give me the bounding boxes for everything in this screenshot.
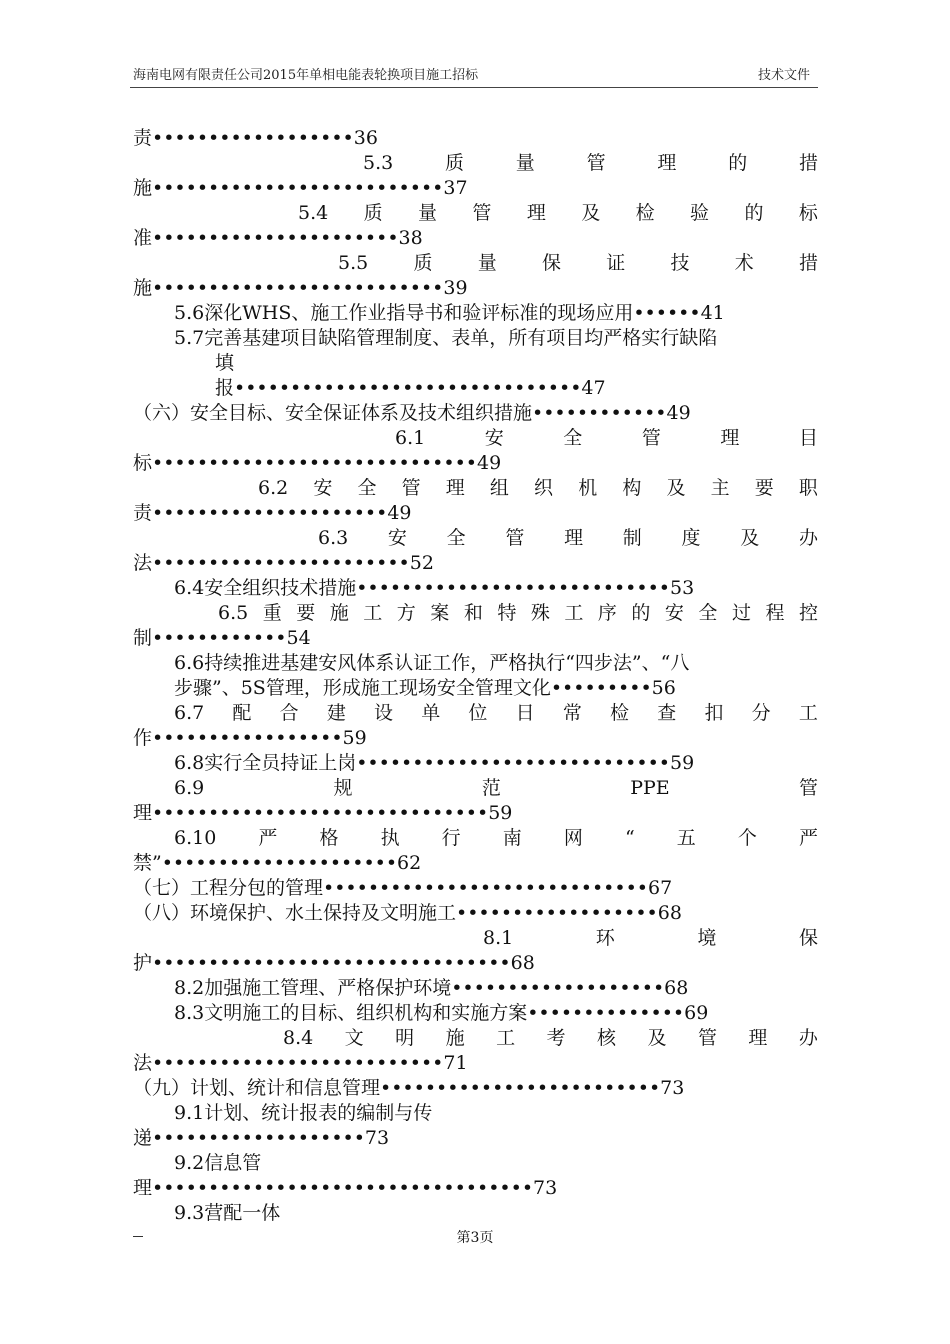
- toc-token: 6.1: [395, 427, 426, 449]
- toc-token: 理: [564, 527, 584, 549]
- toc-token: 保: [798, 927, 818, 949]
- toc-line: 8.3文明施工的目标、组织机构和实施方案••••••••••••••69: [174, 1002, 709, 1024]
- toc-line: 递•••••••••••••••••••73: [133, 1127, 390, 1149]
- toc-token: 的: [744, 202, 764, 224]
- toc-token: 目: [798, 427, 818, 449]
- toc-token: 重: [262, 602, 282, 624]
- toc-token: 设: [374, 702, 394, 724]
- toc-line: [133, 926, 818, 951]
- toc-token: 位: [468, 702, 488, 724]
- toc-token: “: [624, 827, 635, 849]
- toc-token: 建: [326, 702, 346, 724]
- footnote-mark: [133, 1236, 143, 1237]
- toc-token: 特: [497, 602, 517, 624]
- toc-token: 工: [798, 702, 818, 724]
- toc-token: 度: [681, 527, 701, 549]
- toc-token: 工: [363, 602, 383, 624]
- toc-line: [133, 1026, 818, 1051]
- toc-token: 管: [586, 152, 606, 174]
- toc-token: 质: [445, 152, 465, 174]
- toc-token: 网: [563, 827, 583, 849]
- toc-line: 步骤”、5S管理，形成施工现场安全管理文化•••••••••56: [174, 677, 676, 699]
- toc-token: 质: [363, 202, 383, 224]
- header-title: 海南电网有限责任公司2015年单相电能表轮换项目施工招标: [133, 68, 479, 83]
- toc-token: 工: [564, 602, 584, 624]
- toc-line: 施••••••••••••••••••••••••••37: [133, 177, 468, 199]
- toc-line: 6.6持续推进基建安风体系认证工作，严格执行“四步法”、“八: [174, 652, 690, 674]
- toc-token: 明: [395, 1027, 415, 1049]
- toc-token: 机: [578, 477, 598, 499]
- toc-line: 责••••••••••••••••••36: [133, 127, 378, 149]
- toc-line: [133, 476, 818, 501]
- toc-token: 管: [641, 427, 661, 449]
- toc-token: 办: [798, 527, 818, 549]
- toc-line: 法••••••••••••••••••••••••••71: [133, 1052, 468, 1074]
- toc-token: 的: [728, 152, 748, 174]
- toc-line: 报•••••••••••••••••••••••••••••••47: [215, 377, 606, 399]
- toc-token: 安: [387, 527, 407, 549]
- toc-token: 施: [329, 602, 349, 624]
- toc-token: 6.9: [174, 777, 205, 799]
- toc-line: [133, 251, 818, 276]
- toc-line: 8.2加强施工管理、严格保护环境•••••••••••••••••••68: [174, 977, 689, 999]
- toc-token: 管: [798, 777, 818, 799]
- toc-line: [133, 426, 818, 451]
- toc-token: 8.4: [283, 1027, 314, 1049]
- toc-token: 及: [666, 477, 686, 499]
- toc-token: 考: [546, 1027, 566, 1049]
- toc-token: 及: [647, 1027, 667, 1049]
- toc-line: 理••••••••••••••••••••••••••••••59: [133, 802, 513, 824]
- toc-token: 范: [481, 777, 501, 799]
- toc-token: 管: [472, 202, 492, 224]
- toc-line: 作•••••••••••••••••59: [133, 727, 367, 749]
- toc-token: 6.2: [258, 477, 289, 499]
- toc-line: 9.3营配一体: [174, 1202, 281, 1224]
- toc-token: 8.1: [483, 927, 514, 949]
- toc-token: 管: [505, 527, 525, 549]
- toc-token: 6.3: [318, 527, 349, 549]
- toc-line: 准••••••••••••••••••••••38: [133, 227, 423, 249]
- toc-token: 标: [798, 202, 818, 224]
- toc-token: 施: [445, 1027, 465, 1049]
- toc-token: 要: [296, 602, 316, 624]
- toc-line: [133, 601, 818, 626]
- toc-token: 措: [798, 252, 818, 274]
- toc-token: 安: [664, 602, 684, 624]
- toc-token: 扣: [704, 702, 724, 724]
- toc-token: 控: [798, 602, 818, 624]
- toc-line: [133, 826, 818, 851]
- toc-token: 检: [610, 702, 630, 724]
- toc-token: 理: [526, 202, 546, 224]
- toc-line: 9.2信息管: [174, 1152, 262, 1174]
- toc-token: 分: [751, 702, 771, 724]
- toc-line: 5.7完善基建项目缺陷管理制度、表单，所有项目均严格实行缺陷: [174, 327, 718, 349]
- toc-line: [133, 151, 818, 176]
- toc-token: 证: [606, 252, 626, 274]
- toc-token: 南: [502, 827, 522, 849]
- toc-token: 严: [258, 827, 278, 849]
- toc-token: 格: [319, 827, 339, 849]
- toc-line: 制••••••••••••54: [133, 627, 311, 649]
- toc-line: （八）环境保护、水土保持及文明施工••••••••••••••••••68: [133, 902, 682, 924]
- toc-token: 工: [496, 1027, 516, 1049]
- toc-token: 日: [515, 702, 535, 724]
- toc-token: 构: [622, 477, 642, 499]
- toc-token: 理: [445, 477, 465, 499]
- toc-token: 理: [720, 427, 740, 449]
- toc-line: 护••••••••••••••••••••••••••••••••68: [133, 952, 535, 974]
- toc-token: 理: [657, 152, 677, 174]
- toc-token: 方: [396, 602, 416, 624]
- toc-token: 理: [748, 1027, 768, 1049]
- toc-token: 核: [597, 1027, 617, 1049]
- toc-line: （六）安全目标、安全保证体系及技术组织措施••••••••••••49: [133, 402, 691, 424]
- toc-token: 常: [562, 702, 582, 724]
- toc-token: 安: [313, 477, 333, 499]
- toc-line: [133, 776, 818, 801]
- toc-token: 6.10: [174, 827, 217, 849]
- toc-token: 检: [635, 202, 655, 224]
- toc-token: 查: [657, 702, 677, 724]
- toc-line: [133, 526, 818, 551]
- toc-token: 6.7: [174, 702, 205, 724]
- toc-token: 量: [515, 152, 535, 174]
- toc-token: 要: [754, 477, 774, 499]
- toc-token: 安: [484, 427, 504, 449]
- toc-token: 个: [737, 827, 757, 849]
- toc-token: 管: [401, 477, 421, 499]
- toc-token: 及: [740, 527, 760, 549]
- toc-token: 管: [697, 1027, 717, 1049]
- toc-token: 保: [541, 252, 561, 274]
- toc-token: 环: [595, 927, 615, 949]
- table-of-contents: [133, 126, 818, 1226]
- toc-token: 5.3: [363, 152, 394, 174]
- toc-token: 术: [734, 252, 754, 274]
- toc-line: [133, 701, 818, 726]
- toc-token: 及: [581, 202, 601, 224]
- toc-token: 文: [344, 1027, 364, 1049]
- toc-line: 禁”•••••••••••••••••••••62: [133, 852, 422, 874]
- toc-token: 全: [563, 427, 583, 449]
- toc-token: 量: [418, 202, 438, 224]
- toc-token: 和: [463, 602, 483, 624]
- toc-line: （七）工程分包的管理•••••••••••••••••••••••••••••67: [133, 877, 673, 899]
- toc-token: 过: [731, 602, 751, 624]
- toc-token: 办: [798, 1027, 818, 1049]
- toc-token: 制: [622, 527, 642, 549]
- toc-line: 法•••••••••••••••••••••••52: [133, 552, 434, 574]
- toc-token: 严: [798, 827, 818, 849]
- toc-token: PPE: [630, 777, 670, 799]
- toc-token: 全: [357, 477, 377, 499]
- toc-token: 6.5: [218, 602, 249, 624]
- toc-token: 措: [798, 152, 818, 174]
- toc-token: 五: [676, 827, 696, 849]
- toc-token: 质: [413, 252, 433, 274]
- toc-token: 技: [670, 252, 690, 274]
- toc-line: 9.1计划、统计报表的编制与传: [174, 1102, 433, 1124]
- toc-token: 组: [489, 477, 509, 499]
- header-doc-type: 技术文件: [757, 68, 810, 83]
- toc-line: [133, 201, 818, 226]
- toc-token: 程: [765, 602, 785, 624]
- toc-token: 职: [798, 477, 818, 499]
- toc-token: 合: [279, 702, 299, 724]
- toc-token: 5.4: [298, 202, 329, 224]
- toc-line: 6.8实行全员持证上岗••••••••••••••••••••••••••••59: [174, 752, 695, 774]
- toc-token: 配: [232, 702, 252, 724]
- toc-line: 责•••••••••••••••••••••49: [133, 502, 412, 524]
- toc-line: 理••••••••••••••••••••••••••••••••••73: [133, 1177, 558, 1199]
- header-rule: [130, 87, 818, 88]
- toc-line: 施••••••••••••••••••••••••••39: [133, 277, 468, 299]
- toc-token: 验: [690, 202, 710, 224]
- toc-token: 境: [697, 927, 717, 949]
- toc-token: 的: [631, 602, 651, 624]
- toc-token: 序: [597, 602, 617, 624]
- toc-token: 殊: [530, 602, 550, 624]
- toc-line: 5.6深化WHS、施工作业指导书和验评标准的现场应用••••••41: [174, 302, 725, 324]
- toc-token: 单: [421, 702, 441, 724]
- toc-line: 填: [215, 352, 235, 374]
- toc-line: 标•••••••••••••••••••••••••••••49: [133, 452, 502, 474]
- toc-token: 案: [430, 602, 450, 624]
- page-number: 第3页: [456, 1230, 494, 1246]
- toc-line: （九）计划、统计和信息管理•••••••••••••••••••••••••73: [133, 1077, 685, 1099]
- toc-token: 主: [710, 477, 730, 499]
- toc-token: 全: [446, 527, 466, 549]
- toc-token: 量: [477, 252, 497, 274]
- toc-token: 全: [698, 602, 718, 624]
- toc-line: 6.4安全组织技术措施••••••••••••••••••••••••••••53: [174, 577, 695, 599]
- toc-token: 5.5: [338, 252, 369, 274]
- toc-token: 规: [333, 777, 353, 799]
- toc-token: 执: [380, 827, 400, 849]
- toc-token: 行: [441, 827, 461, 849]
- toc-token: 织: [534, 477, 554, 499]
